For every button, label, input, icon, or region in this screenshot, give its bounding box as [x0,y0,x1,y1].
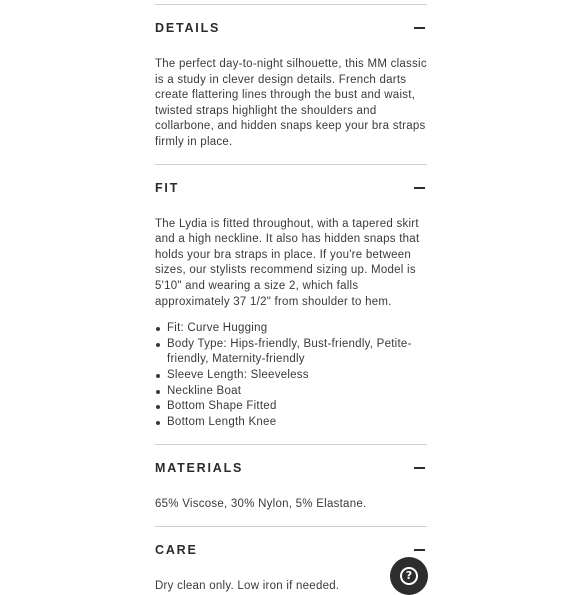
help-button[interactable] [390,557,428,595]
section-care-title: CARE [155,542,198,557]
bullet-icon [156,390,160,394]
list-item-text: Bottom Shape Fitted [167,400,277,413]
bullet-icon [156,327,160,331]
list-item-text: Body Type: Hips-friendly, Bust-friendly, Petite-friendly, Maternity-friendly [167,337,412,366]
list-item [155,384,427,400]
bullet-icon [156,421,160,425]
section-details-title: DETAILS [155,21,221,35]
section-fit-title: FIT [155,180,180,195]
list-item [155,337,427,368]
list-item [155,368,427,384]
section-care [155,527,427,595]
help-question-icon: ? [400,567,418,585]
list-item [155,399,427,415]
section-care-header[interactable] [155,527,427,571]
section-materials [155,445,427,513]
section-fit-body: The Lydia is fitted throughout, with a tapered skirt and a high neckline. It also has hidden snaps that holds your bra straps in place. If you're between sizes, our stylists recommend sizing up. Model is 5'10" and wearing a size 2, which falls approximately 37 1/2" from shoulder to hem. [155,217,420,308]
section-materials-body: 65% Viscose, 30% Nylon, 5% Elastane. [155,498,367,511]
list-item [155,321,427,337]
section-care-body: Dry clean only. Low iron if needed. [155,579,340,592]
bullet-icon [156,374,160,378]
section-materials-title: MATERIALS [155,461,244,476]
section-fit [155,165,427,431]
list-item-text: Bottom Length Knee [167,415,277,428]
list-item [155,415,427,431]
minus-icon[interactable] [414,183,425,193]
minus-icon[interactable] [414,545,425,555]
section-details [155,5,427,151]
list-item-text: Neckline Boat [167,384,242,397]
product-info-accordion [155,4,427,594]
minus-icon[interactable] [414,463,425,473]
bullet-icon [156,405,160,409]
bullet-icon [156,343,160,347]
list-item-text: Fit: Curve Hugging [167,322,268,335]
section-fit-header[interactable] [155,165,427,209]
section-materials-header[interactable] [155,445,427,489]
minus-icon[interactable] [414,23,425,33]
fit-attributes-list [155,321,427,430]
section-details-header[interactable] [155,5,427,49]
section-details-body: The perfect day-to-night silhouette, this MM classic is a study in clever design details. French darts create flattering lines through the bust and waist, twisted straps highlight the shoulders and collarbone, and hidden snaps keep your bra straps firmly in place. [155,58,427,148]
list-item-text: Sleeve Length: Sleeveless [167,368,309,381]
